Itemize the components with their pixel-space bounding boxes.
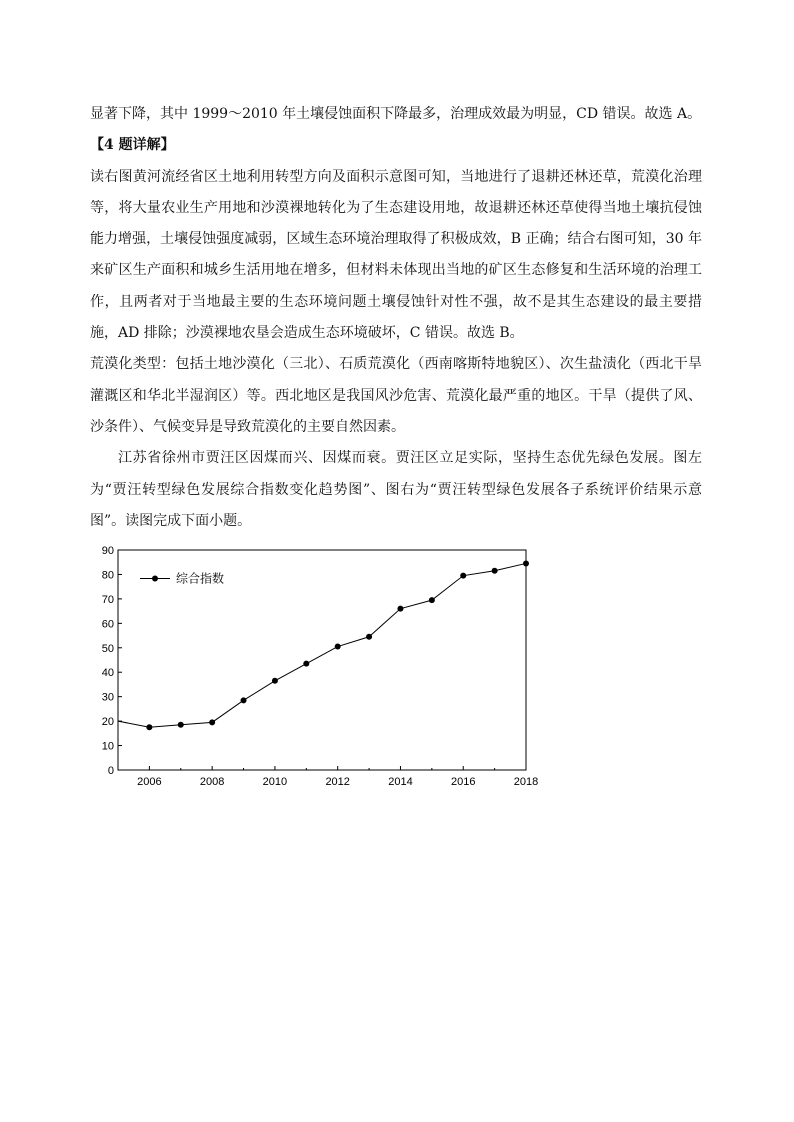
composite-index-chart — [90, 540, 550, 795]
x-tick-label: 2012 — [325, 776, 350, 788]
y-tick-label: 30 — [101, 691, 114, 704]
data-point — [146, 724, 152, 730]
y-tick-label: 70 — [101, 593, 114, 606]
document-body — [90, 99, 702, 537]
paragraph: 显著下降，其中 1999～2010 年土壤侵蚀面积下降最多，治理成效最为明显，CD 错误。故选 A。 — [90, 106, 702, 122]
x-tick-label: 2010 — [262, 776, 288, 788]
x-tick-label: 2016 — [450, 776, 476, 788]
paragraph: 荒漠化类型：包括土地沙漠化（三北）、石质荒漠化（西南喀斯特地貌区）、次生盐渍化（西北干旱灌溉区和华北半湿润区）等。西北地区是我国风沙危害、荒漠化最严重的地区。干旱（提供了风、沙条件）、气候变异是导致荒漠化的主要自然因素。 — [90, 356, 702, 435]
y-tick-label: 10 — [101, 740, 114, 753]
data-point — [523, 560, 529, 566]
data-point — [335, 644, 341, 650]
data-point — [178, 722, 184, 728]
legend-label: 综合指数 — [176, 571, 225, 586]
y-tick-label: 0 — [107, 765, 114, 777]
legend-marker — [152, 575, 158, 581]
x-tick-label: 2014 — [388, 776, 413, 788]
y-tick-label: 40 — [101, 667, 114, 680]
data-point — [397, 606, 403, 612]
data-point — [303, 661, 309, 667]
data-point — [209, 719, 215, 725]
series-line — [118, 563, 526, 727]
data-point — [492, 568, 498, 574]
data-point — [460, 573, 466, 579]
data-point — [241, 697, 247, 703]
data-point — [429, 597, 435, 603]
section-heading: 【4 题详解】 — [90, 137, 175, 154]
x-tick-label: 2006 — [137, 776, 162, 788]
x-tick-label: 2018 — [513, 776, 539, 788]
line-chart-svg — [90, 540, 550, 795]
paragraph: 读右图黄河流经省区土地利用转型方向及面积示意图可知，当地进行了退耕还林还草，荒漠化治理等，将大量农业生产用地和沙漠裸地转化为了生态建设用地，故退耕还林还草使得当地土壤抗侵蚀能力增强，土壤侵蚀强度减弱，区域生态环境治理取得了积极成效，B 正确；结合右图可知，30 年来矿区生产面积和城乡生活用地在增多，但材料未体现出当地的矿区生态修复和生活环境的治理工作，且两者对于当地最主要的生态环境问题土壤侵蚀针对性不强，故不是其生态建设的最主要措施，AD 排除；沙漠裸地农垦会造成生态环境破坏，C 错误。故选 B。 — [90, 168, 702, 342]
x-tick-label: 2008 — [199, 776, 225, 788]
paragraph: 江苏省徐州市贾汪区因煤而兴、因煤而衰。贾汪区立足实际，坚持生态优先绿色发展。图左为“贾汪转型绿色发展综合指数变化趋势图”、图右为“贾汪转型绿色发展各子系统评价结果示意图”。读图完成下面小题。 — [90, 450, 702, 529]
data-point — [272, 678, 278, 684]
y-tick-label: 50 — [101, 642, 114, 655]
data-point — [366, 634, 372, 640]
y-tick-label: 60 — [101, 618, 114, 631]
y-tick-label: 20 — [101, 716, 114, 729]
y-tick-label: 80 — [101, 569, 114, 582]
y-tick-label: 90 — [101, 545, 114, 557]
